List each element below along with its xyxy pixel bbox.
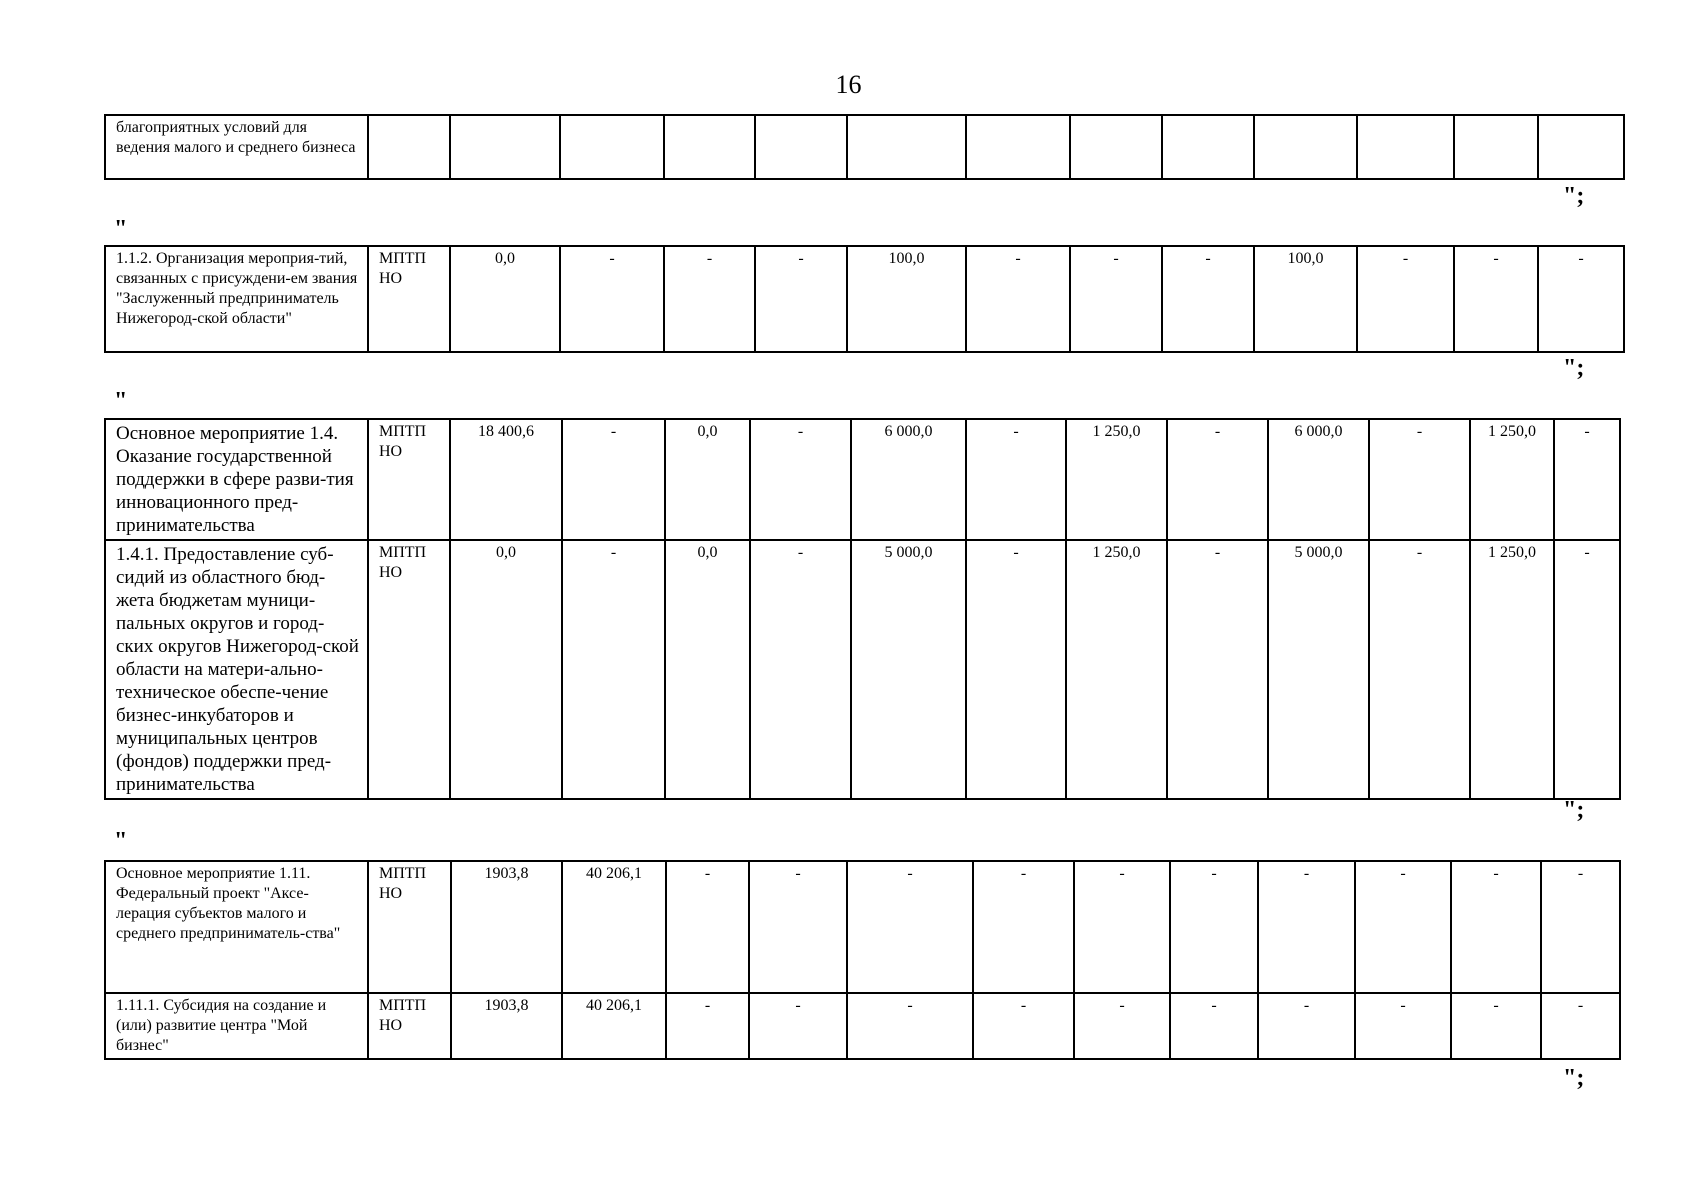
- value-cell: -: [1538, 246, 1624, 352]
- value-cell: [755, 115, 847, 179]
- value-cell: [966, 115, 1070, 179]
- table-fragment-1: [104, 114, 1625, 180]
- value-cell: [1070, 115, 1162, 179]
- value-cell: 1 250,0: [1066, 540, 1167, 799]
- value-cell: 40 206,1: [562, 993, 666, 1059]
- value-cell: 18 400,6: [450, 419, 562, 540]
- value-cell: [1254, 115, 1357, 179]
- value-cell: [1162, 115, 1254, 179]
- value-cell: 40 206,1: [562, 861, 666, 993]
- value-cell: -: [755, 246, 847, 352]
- value-cell: -: [1554, 419, 1620, 540]
- value-cell: [560, 115, 664, 179]
- table-row: [105, 419, 1620, 540]
- value-cell: -: [966, 419, 1066, 540]
- value-cell: -: [1369, 419, 1470, 540]
- value-cell: -: [1074, 993, 1170, 1059]
- value-cell: -: [749, 993, 847, 1059]
- value-cell: -: [1451, 993, 1541, 1059]
- responsible-cell: МПТП НО: [368, 419, 450, 540]
- value-cell: -: [750, 540, 851, 799]
- activity-name-cell: Основное мероприятие 1.11. Федеральный проект "Аксе-лерация субъектов малого и среднего предприниматель-ства": [105, 861, 368, 993]
- value-cell: 0,0: [665, 540, 750, 799]
- value-cell: -: [1451, 861, 1541, 993]
- value-cell: -: [966, 246, 1070, 352]
- value-cell: -: [847, 993, 973, 1059]
- value-cell: -: [1355, 993, 1451, 1059]
- page-number: 16: [835, 70, 862, 99]
- activity-name-cell: благоприятных условий для ведения малого и среднего бизнеса: [105, 115, 368, 179]
- value-cell: [847, 115, 966, 179]
- value-cell: -: [1258, 993, 1355, 1059]
- value-cell: -: [562, 419, 665, 540]
- value-cell: -: [560, 246, 664, 352]
- table-row: [105, 861, 1620, 993]
- responsible-cell: МПТП НО: [368, 861, 451, 993]
- table-row: [105, 246, 1624, 352]
- value-cell: -: [1170, 993, 1258, 1059]
- table-row: [105, 993, 1620, 1059]
- value-cell: -: [973, 993, 1074, 1059]
- responsible-cell: МПТП НО: [368, 993, 451, 1059]
- value-cell: 0,0: [450, 246, 560, 352]
- closing-quote-4: ";: [1563, 1065, 1585, 1091]
- value-cell: -: [666, 993, 749, 1059]
- table-row: [105, 540, 1620, 799]
- closing-quote-2: ";: [1563, 355, 1585, 381]
- value-cell: [1454, 115, 1538, 179]
- value-cell: -: [1554, 540, 1620, 799]
- value-cell: 5 000,0: [1268, 540, 1369, 799]
- value-cell: 1 250,0: [1470, 419, 1554, 540]
- value-cell: 1 250,0: [1066, 419, 1167, 540]
- value-cell: -: [1258, 861, 1355, 993]
- responsible-cell: МПТП НО: [368, 246, 450, 352]
- table-fragment-4: [104, 860, 1621, 1060]
- value-cell: 0,0: [450, 540, 562, 799]
- value-cell: 6 000,0: [851, 419, 966, 540]
- value-cell: -: [966, 540, 1066, 799]
- value-cell: -: [562, 540, 665, 799]
- value-cell: -: [1167, 419, 1268, 540]
- value-cell: -: [1167, 540, 1268, 799]
- value-cell: 100,0: [847, 246, 966, 352]
- value-cell: -: [1357, 246, 1454, 352]
- value-cell: 0,0: [665, 419, 750, 540]
- opening-quote-4: ": [114, 828, 128, 854]
- value-cell: -: [1541, 993, 1620, 1059]
- value-cell: -: [666, 861, 749, 993]
- activity-name-cell: Основное мероприятие 1.4. Оказание государственной поддержки в сфере разви-тия инновационного пред-принимательства: [105, 419, 368, 540]
- table-fragment-3: [104, 418, 1621, 800]
- value-cell: 6 000,0: [1268, 419, 1369, 540]
- value-cell: [1538, 115, 1624, 179]
- value-cell: 100,0: [1254, 246, 1357, 352]
- value-cell: -: [1454, 246, 1538, 352]
- table-fragment-2: [104, 245, 1625, 353]
- value-cell: -: [1541, 861, 1620, 993]
- value-cell: 1903,8: [451, 993, 562, 1059]
- opening-quote-2: ": [114, 216, 128, 242]
- value-cell: -: [1170, 861, 1258, 993]
- value-cell: -: [847, 861, 973, 993]
- value-cell: -: [749, 861, 847, 993]
- value-cell: [450, 115, 560, 179]
- value-cell: 1903,8: [451, 861, 562, 993]
- value-cell: [1357, 115, 1454, 179]
- value-cell: -: [1074, 861, 1170, 993]
- responsible-cell: МПТП НО: [368, 540, 450, 799]
- activity-name-cell: 1.1.2. Организация мероприя-тий, связанных с присуждени-ем звания "Заслуженный предприниматель Нижегород-ской области": [105, 246, 368, 352]
- value-cell: -: [1369, 540, 1470, 799]
- value-cell: -: [1070, 246, 1162, 352]
- responsible-cell: [368, 115, 450, 179]
- opening-quote-3: ": [114, 388, 128, 414]
- table-row: [105, 115, 1624, 179]
- value-cell: -: [973, 861, 1074, 993]
- value-cell: -: [750, 419, 851, 540]
- value-cell: 5 000,0: [851, 540, 966, 799]
- closing-quote-3: ";: [1563, 797, 1585, 823]
- closing-quote-1: ";: [1563, 183, 1585, 209]
- value-cell: [664, 115, 755, 179]
- value-cell: -: [1162, 246, 1254, 352]
- activity-name-cell: 1.11.1. Субсидия на создание и (или) развитие центра "Мой бизнес": [105, 993, 368, 1059]
- value-cell: 1 250,0: [1470, 540, 1554, 799]
- value-cell: -: [664, 246, 755, 352]
- activity-name-cell: 1.4.1. Предоставление суб-сидий из областного бюд-жета бюджетам муници-пальных округов и город-ских округов Нижегород-ской области на матери-ально-техническое обеспе-чение бизнес-инкубаторов и муниципальных центров (фондов) поддержки пред-принимательства: [105, 540, 368, 799]
- value-cell: -: [1355, 861, 1451, 993]
